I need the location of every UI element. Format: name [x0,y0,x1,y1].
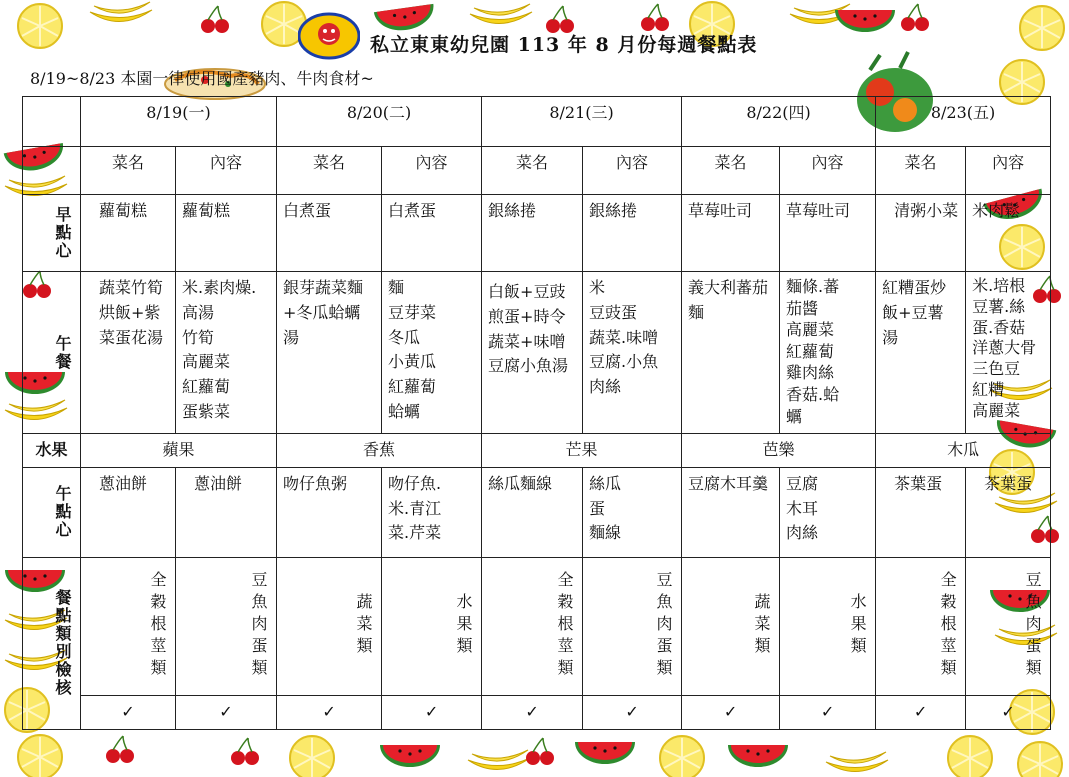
snack-content [176,467,277,557]
category-protein: 豆魚肉蛋類 [966,557,1051,695]
date-header: 8/22(四) [682,97,876,147]
ingredient-line: 絲瓜 [589,473,622,493]
ingredient-line: 米.青江 [388,498,442,518]
check-mark: ✓ [382,695,482,729]
fruit-cell: 芒果 [482,434,682,468]
row-label-snack: 午點心 [23,467,81,557]
breakfast-name: 蘿蔔糕 [81,195,176,272]
column-header-name: 菜名 [876,147,966,195]
breakfast-content: 白煮蛋 [382,195,482,272]
breakfast-name: 白煮蛋 [277,195,382,272]
ingredient-line: 米.培根 [972,276,1026,295]
category-vegetable: 蔬菜類 [682,557,780,695]
ingredient-line: 高麗菜 [182,352,231,372]
ingredient-line: 菜.芹菜 [388,523,442,543]
ingredient-line: 麵線 [589,523,622,543]
ingredient-line: 冬瓜 [388,327,421,347]
fruit-cell: 蘋果 [81,434,277,468]
check-mark: ✓ [876,695,966,729]
column-header-content: 內容 [382,147,482,195]
breakfast-name: 草莓吐司 [682,195,780,272]
snack-content [780,467,876,557]
date-header: 8/20(二) [277,97,482,147]
ingredient-line: 蛋紫菜 [182,401,231,421]
lunch-name: 白飯+豆豉煎蛋+時令蔬菜+味噌豆腐小魚湯 [482,272,583,434]
ingredient-line: 高麗菜 [786,320,835,340]
check-mark: ✓ [176,695,277,729]
ingredient-line: 米 [589,278,606,297]
ingredient-line: 茄醬 [786,298,819,318]
snack-name: 絲瓜麵線 [482,467,583,557]
ingredient-line: 雞肉絲 [786,363,835,383]
snack-name: 蔥油餅 [81,467,176,557]
category-grain: 全穀根莖類 [482,557,583,695]
lunch-content [382,272,482,434]
ingredient-line: 木耳 [786,498,819,518]
check-mark: ✓ [277,695,382,729]
corner-cell [23,147,81,195]
ingredient-line: 蠣 [786,406,803,426]
ingredient-line: 蔥油餅 [194,473,243,493]
lunch-name: 義大利蕃茄麵 [682,272,780,434]
ingredient-line: 紅蘿蔔 [182,377,231,397]
snack-content [966,467,1051,557]
ingredient-line: 紅糟 [972,379,1005,399]
snack-name: 豆腐木耳羹 [682,467,780,557]
row-label-lunch: 午餐 [23,272,81,434]
ingredient-line: 蛤蠣 [388,401,421,421]
ingredient-line: 豆豉蛋 [589,302,638,322]
category-protein: 豆魚肉蛋類 [176,557,277,695]
weekly-menu-table [22,96,1051,730]
ingredient-line: 三色豆 [972,359,1021,379]
corner-cell [23,97,81,147]
category-grain: 全穀根莖類 [81,557,176,695]
column-header-content: 內容 [583,147,682,195]
ingredient-line: 麵 [388,278,405,297]
breakfast-name: 銀絲捲 [482,195,583,272]
fruit-cell: 木瓜 [876,434,1051,468]
lunch-name: 銀芽蔬菜麵+冬瓜蛤蠣湯 [277,272,382,434]
column-header-name: 菜名 [682,147,780,195]
snack-name: 茶葉蛋 [876,467,966,557]
date-header: 8/23(五) [876,97,1051,147]
breakfast-content: 蘿蔔糕 [176,195,277,272]
lunch-content [780,272,876,434]
column-header-content: 內容 [176,147,277,195]
page-title: 私立東東幼兒園 113 年 8 月份每週餐點表 [370,34,758,56]
breakfast-content: 米肉鬆 [966,195,1051,272]
check-mark: ✓ [682,695,780,729]
ingredient-line: 豆薯.絲 [972,296,1026,316]
ingredient-line: 紅蘿蔔 [388,377,437,397]
ingredient-line: 蛋.香菇 [972,317,1026,337]
ingredient-line: 豆腐.小魚 [589,352,659,372]
category-vegetable: 蔬菜類 [277,557,382,695]
snack-content [382,467,482,557]
ingredient-line: 豆芽菜 [388,302,437,322]
category-fruit: 水果類 [780,557,876,695]
date-header: 8/21(三) [482,97,682,147]
fruit-cell: 香蕉 [277,434,482,468]
category-fruit: 水果類 [382,557,482,695]
ingredient-line: 麵條.蕃 [786,277,840,296]
lunch-name: 紅糟蛋炒飯+豆薯湯 [876,272,966,434]
column-header-content: 內容 [780,147,876,195]
ingredient-line: 肉絲 [786,523,819,543]
column-header-name: 菜名 [81,147,176,195]
check-mark: ✓ [81,695,176,729]
ingredient-line: 小黃瓜 [388,352,437,372]
breakfast-content: 銀絲捲 [583,195,682,272]
ingredient-line: 米.素肉燥.高湯 [182,278,257,322]
check-mark: ✓ [780,695,876,729]
ingredient-line: 蛋 [589,498,606,518]
ingredient-line: 肉絲 [589,377,622,397]
check-mark: ✓ [482,695,583,729]
ingredient-line: 茶葉蛋 [984,473,1033,493]
column-header-content: 內容 [966,147,1051,195]
ingredient-line: 香菇.蛤 [786,384,840,404]
lunch-name: 蔬菜竹筍烘飯+紫菜蛋花湯 [81,272,176,434]
lunch-content [966,272,1051,434]
ingredient-line: 吻仔魚. [388,473,442,493]
column-header-name: 菜名 [482,147,583,195]
ingredient-line: 洋蔥大骨 [972,338,1037,358]
row-label-breakfast: 早點心 [23,195,81,272]
ingredient-line: 紅蘿蔔 [786,341,835,361]
column-header-name: 菜名 [277,147,382,195]
row-label-fruit: 水果 [23,434,81,468]
check-mark: ✓ [966,695,1051,729]
snack-content [583,467,682,557]
breakfast-content: 草莓吐司 [780,195,876,272]
date-header: 8/19(一) [81,97,277,147]
lunch-content [583,272,682,434]
ingredient-line: 高麗菜 [972,400,1021,420]
snack-name: 吻仔魚粥 [277,467,382,557]
ingredient-line: 竹筍 [182,327,215,347]
category-grain: 全穀根莖類 [876,557,966,695]
ingredient-line: 蔬菜.味噌 [589,327,659,347]
page-subtitle: 8/19~8/23 本園一律使用國產豬肉、牛肉食材~ [30,69,374,88]
row-label-category-check: 餐點類別檢核 [23,557,81,729]
check-mark: ✓ [583,695,682,729]
lunch-content [176,272,277,434]
kindergarten-logo [298,12,360,60]
ingredient-line: 豆腐 [786,473,819,493]
category-protein: 豆魚肉蛋類 [583,557,682,695]
fruit-cell: 芭樂 [682,434,876,468]
breakfast-name: 清粥小菜 [876,195,966,272]
